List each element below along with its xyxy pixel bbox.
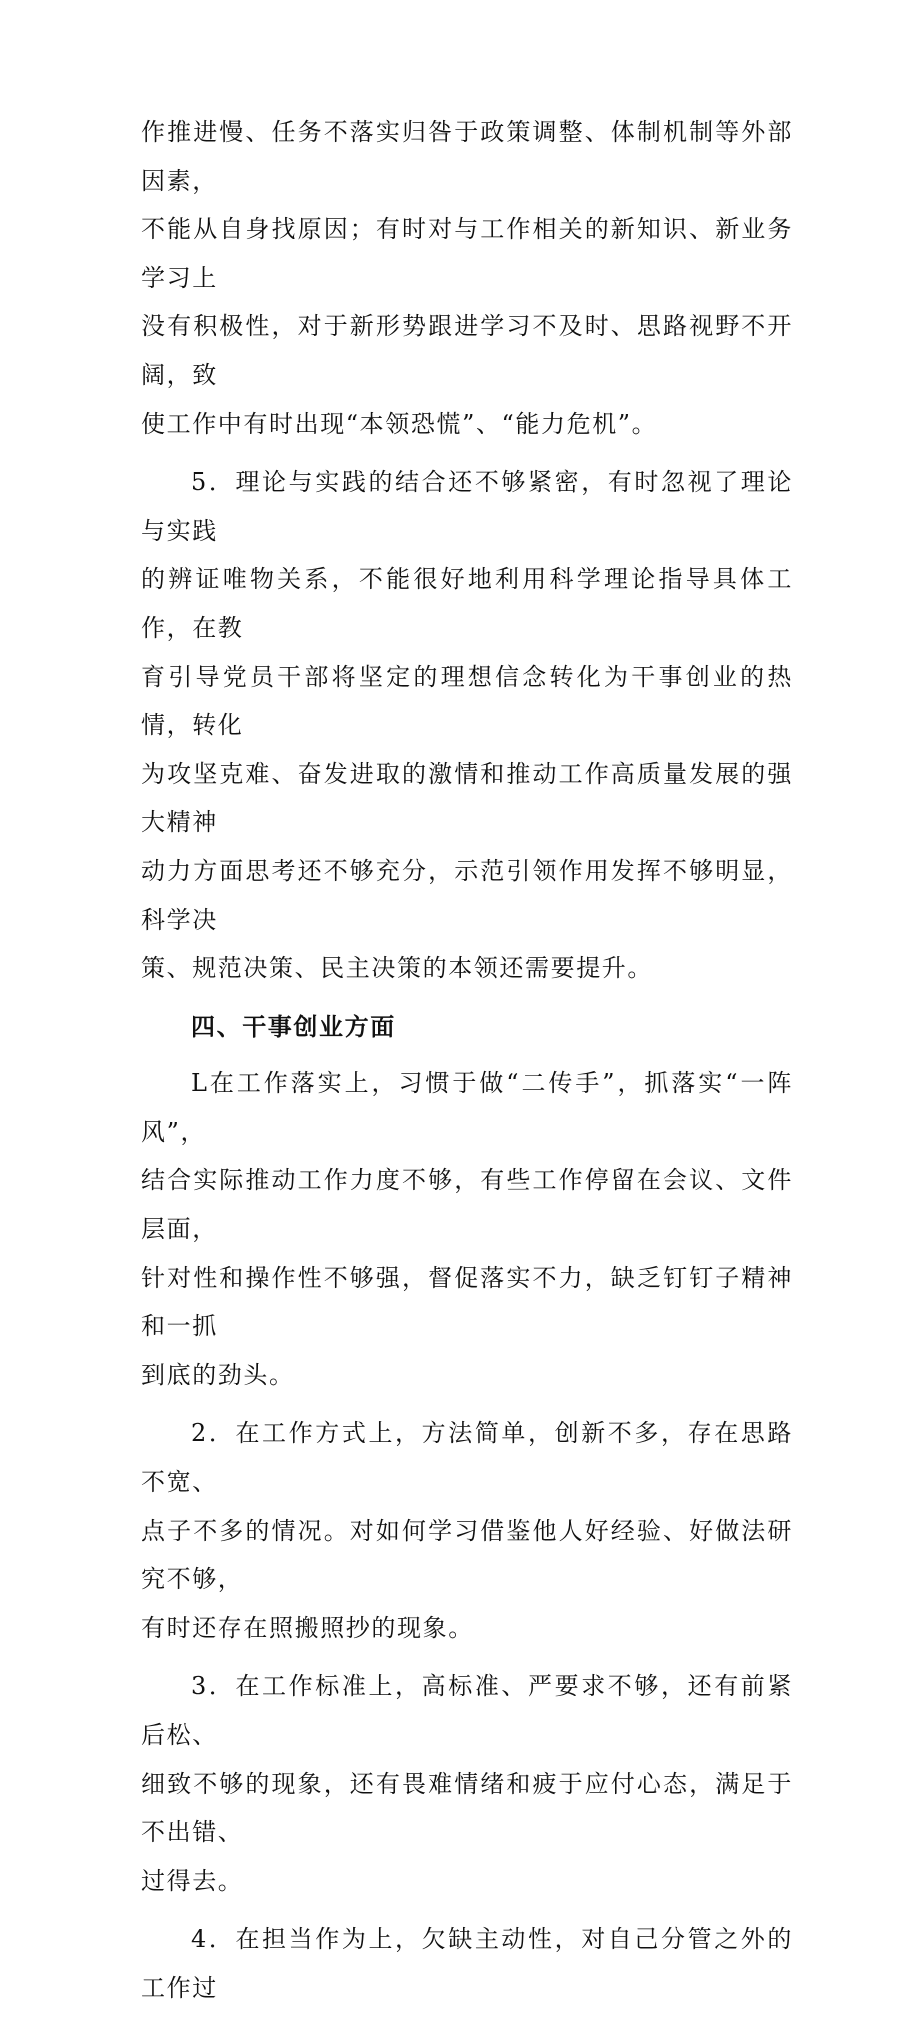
text-line: 结合实际推动工作力度不够，有些工作停留在会议、文件层面， — [141, 1166, 793, 1244]
text-line: 过得去。 — [141, 1866, 244, 1895]
paragraph-section-item-4 — [141, 1915, 793, 2012]
text-line: 没有积极性，对于新形势跟进学习不及时、思路视野不开阔，致 — [141, 312, 793, 389]
paragraph-continuation — [141, 108, 793, 448]
section-heading: 四、干事创业方面 — [191, 1011, 396, 1041]
text-line: 有时还存在照搬照抄的现象。 — [141, 1613, 474, 1642]
text-line: L在工作落实上，习惯于做“二传手”，抓落实“一阵风”， — [141, 1069, 793, 1146]
text-line: 针对性和操作性不够强，督促落实不力，缺乏钉钉子精神和一抓 — [141, 1263, 793, 1341]
text-line: 作推进慢、任务不落实归咎于政策调整、体制机制等外部因素， — [141, 118, 793, 195]
paragraph-item-5 — [141, 458, 793, 993]
text-line: 到底的劲头。 — [141, 1360, 295, 1389]
paragraph-section-item-1 — [141, 1059, 793, 1399]
text-line: 2．在工作方式上，方法简单，创新不多，存在思路不宽、 — [141, 1419, 793, 1497]
text-line: 的辨证唯物关系，不能很好地利用科学理论指导具体工作，在教 — [141, 565, 793, 642]
text-line: 使工作中有时出现“本领恐慌”、“能力危机”。 — [141, 409, 658, 438]
document-body — [141, 108, 793, 2023]
text-line: 3．在工作标准上，高标准、严要求不够，还有前紧后松、 — [141, 1672, 793, 1749]
text-line: 动力方面思考还不够充分，示范引领作用发挥不够明显，科学决 — [141, 856, 793, 934]
text-line: 点子不多的情况。对如何学习借鉴他人好经验、好做法研究不够， — [141, 1516, 793, 1594]
text-line: 策、规范决策、民主决策的本领还需要提升。 — [141, 954, 653, 983]
text-line: 为攻坚克难、奋发进取的激情和推动工作高质量发展的强大精神 — [141, 759, 793, 837]
text-line: 育引导党员干部将坚定的理想信念转化为干事创业的热情，转化 — [141, 662, 793, 740]
text-line: 5．理论与实践的结合还不够紧密，有时忽视了理论与实践 — [141, 468, 793, 545]
text-line: 细致不够的现象，还有畏难情绪和疲于应付心态，满足于不出错、 — [141, 1769, 793, 1847]
paragraph-section-item-2 — [141, 1409, 793, 1652]
paragraph-section-item-3 — [141, 1662, 793, 1905]
text-line: 不能从自身找原因；有时对与工作相关的新知识、新业务学习上 — [141, 215, 793, 292]
text-line: 4．在担当作为上，欠缺主动性，对自己分管之外的工作过 — [141, 1925, 793, 2002]
